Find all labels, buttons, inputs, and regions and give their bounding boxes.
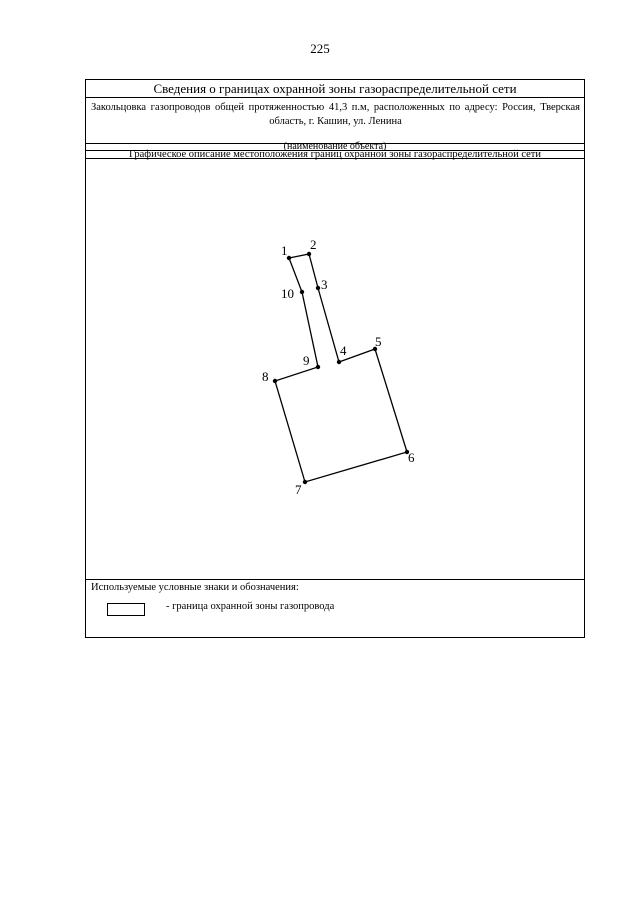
boundary-point-2 <box>307 252 311 256</box>
boundary-point-8 <box>273 379 277 383</box>
boundary-point-label-6: 6 <box>408 450 415 465</box>
graphic-title: Графическое описание местоположения границ охранной зоны газораспределительной сети <box>128 149 542 160</box>
boundary-point-label-10: 10 <box>281 286 294 301</box>
boundary-point-label-9: 9 <box>303 353 310 368</box>
boundary-info-form <box>85 79 585 638</box>
boundary-point-7 <box>303 480 307 484</box>
boundary-point-label-5: 5 <box>375 334 382 349</box>
boundary-point-label-8: 8 <box>262 369 269 384</box>
boundary-plan <box>86 159 584 579</box>
page-number: 225 <box>310 41 330 56</box>
object-name-caption: (наименование объекта) <box>283 141 387 152</box>
form-title: Сведения о границах охранной зоны газораспределительной сети <box>153 81 517 96</box>
legend <box>86 579 584 637</box>
boundary-point-label-4: 4 <box>340 343 347 358</box>
boundary-points <box>262 237 415 497</box>
protection-zone-boundary <box>275 254 407 482</box>
boundary-point-label-7: 7 <box>295 482 302 497</box>
legend-boundary-text: - граница охранной зоны газопровода <box>166 601 335 612</box>
legend-title: Используемые условные знаки и обозначения: <box>91 582 299 593</box>
legend-boundary-symbol <box>107 603 145 616</box>
object-address: Закольцовка газопроводов общей протяженностью 41,3 п.м, расположенных по адресу: Россия, Тверская область, г. Кашин, ул. Ленина <box>91 102 580 127</box>
boundary-point-9 <box>316 365 320 369</box>
form-title-row <box>86 80 584 98</box>
address-row <box>86 98 584 144</box>
boundary-point-10 <box>300 290 304 294</box>
boundary-point-4 <box>337 360 341 364</box>
boundary-point-label-3: 3 <box>321 277 328 292</box>
graphic-title-row <box>86 151 584 159</box>
boundary-point-3 <box>316 286 320 290</box>
boundary-point-label-2: 2 <box>310 237 317 252</box>
boundary-point-label-1: 1 <box>281 243 288 258</box>
boundary-drawing <box>86 159 584 580</box>
